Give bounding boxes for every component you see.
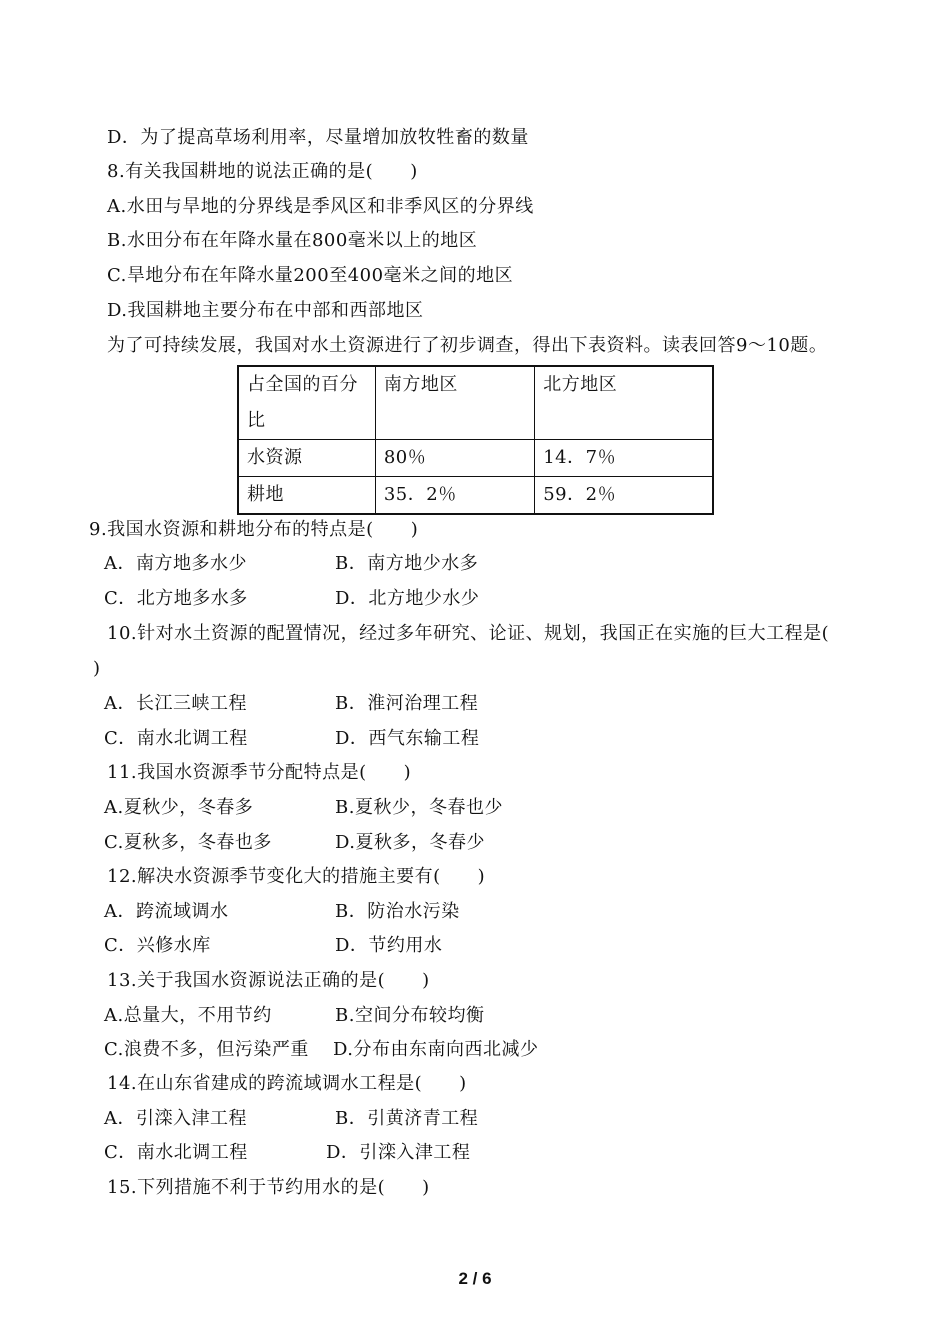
options-row	[0, 1107, 950, 1131]
option-b: B．淮河治理工程	[335, 693, 479, 714]
question-11: 11.我国水资源季节分配特点是( )	[107, 762, 412, 783]
option-d: D．引滦入津工程	[326, 1142, 471, 1163]
table-cell: 80％	[375, 440, 534, 477]
table-row	[238, 440, 713, 477]
option-a: A.夏秋少，冬春多	[104, 797, 254, 818]
table-cell: 水资源	[238, 440, 375, 477]
option-line: D.我国耕地主要分布在中部和西部地区	[107, 300, 424, 321]
option-c: C．北方地多水多	[104, 588, 248, 609]
question-8: 8.有关我国耕地的说法正确的是( )	[107, 161, 418, 182]
options-row	[0, 1141, 950, 1165]
option-line: B.水田分布在年降水量在800毫米以上的地区	[107, 230, 478, 251]
option-d: D．西气东输工程	[335, 728, 480, 749]
table-header-cell: 占全国的百分比	[238, 366, 375, 440]
options-row	[0, 1004, 950, 1028]
option-a: A．跨流域调水	[104, 901, 229, 922]
option-c: C．南水北调工程	[104, 1142, 248, 1163]
options-row	[0, 831, 950, 855]
question-14: 14.在山东省建成的跨流域调水工程是( )	[107, 1073, 467, 1094]
page-number: 2 / 6	[458, 1269, 492, 1288]
question-12: 12.解决水资源季节变化大的措施主要有( )	[107, 866, 486, 887]
options-row	[0, 692, 950, 716]
question-13: 13.关于我国水资源说法正确的是( )	[107, 970, 430, 991]
options-row	[0, 1038, 950, 1062]
option-a: A．引滦入津工程	[104, 1108, 247, 1129]
option-a: A．南方地多水少	[104, 553, 247, 574]
question-10-cont: )	[93, 658, 101, 679]
question-15: 15.下列措施不利于节约用水的是( )	[107, 1177, 430, 1198]
option-d: D．北方地少水少	[335, 588, 480, 609]
option-c: C．南水北调工程	[104, 728, 248, 749]
table-cell: 14．7％	[535, 440, 713, 477]
table-cell: 59．2％	[535, 477, 713, 515]
option-d: D.分布由东南向西北减少	[333, 1039, 539, 1060]
options-row	[0, 587, 950, 611]
option-d: D．节约用水	[335, 935, 443, 956]
intro-paragraph: 为了可持续发展，我国对水土资源进行了初步调查，得出下表资料。读表回答9～10题。	[107, 335, 828, 356]
option-b: B．防治水污染	[335, 901, 460, 922]
option-line: C.旱地分布在年降水量200至400毫米之间的地区	[107, 265, 514, 286]
option-b: B．引黄济青工程	[335, 1108, 479, 1129]
option-a: A.总量大，不用节约	[104, 1005, 272, 1026]
table-cell: 35．2％	[375, 477, 534, 515]
options-row	[0, 796, 950, 820]
option-b: B.夏秋少，冬春也少	[335, 797, 503, 818]
options-row	[0, 934, 950, 958]
option-a: A．长江三峡工程	[104, 693, 247, 714]
option-b: B.空间分布较均衡	[335, 1005, 485, 1026]
options-row	[0, 727, 950, 751]
option-b: B．南方地少水多	[335, 553, 479, 574]
question-9: 9.我国水资源和耕地分布的特点是( )	[89, 519, 419, 540]
option-line: D．为了提高草场利用率，尽量增加放牧牲畜的数量	[107, 127, 529, 148]
table-header-cell: 南方地区	[375, 366, 534, 440]
option-line: A.水田与旱地的分界线是季风区和非季风区的分界线	[107, 196, 534, 217]
option-c: C.夏秋多，冬春也多	[104, 832, 272, 853]
table-header-cell: 北方地区	[535, 366, 713, 440]
option-d: D.夏秋多，冬春少	[335, 832, 486, 853]
question-10: 10.针对水土资源的配置情况，经过多年研究、论证、规划，我国正在实施的巨大工程是(	[107, 623, 830, 644]
table-row	[238, 477, 713, 515]
table-cell: 耕地	[238, 477, 375, 515]
option-c: C.浪费不多，但污染严重	[104, 1039, 309, 1060]
option-c: C．兴修水库	[104, 935, 211, 956]
resource-table	[237, 365, 714, 515]
table-header-row	[238, 366, 713, 440]
options-row	[0, 900, 950, 924]
options-row	[0, 552, 950, 576]
